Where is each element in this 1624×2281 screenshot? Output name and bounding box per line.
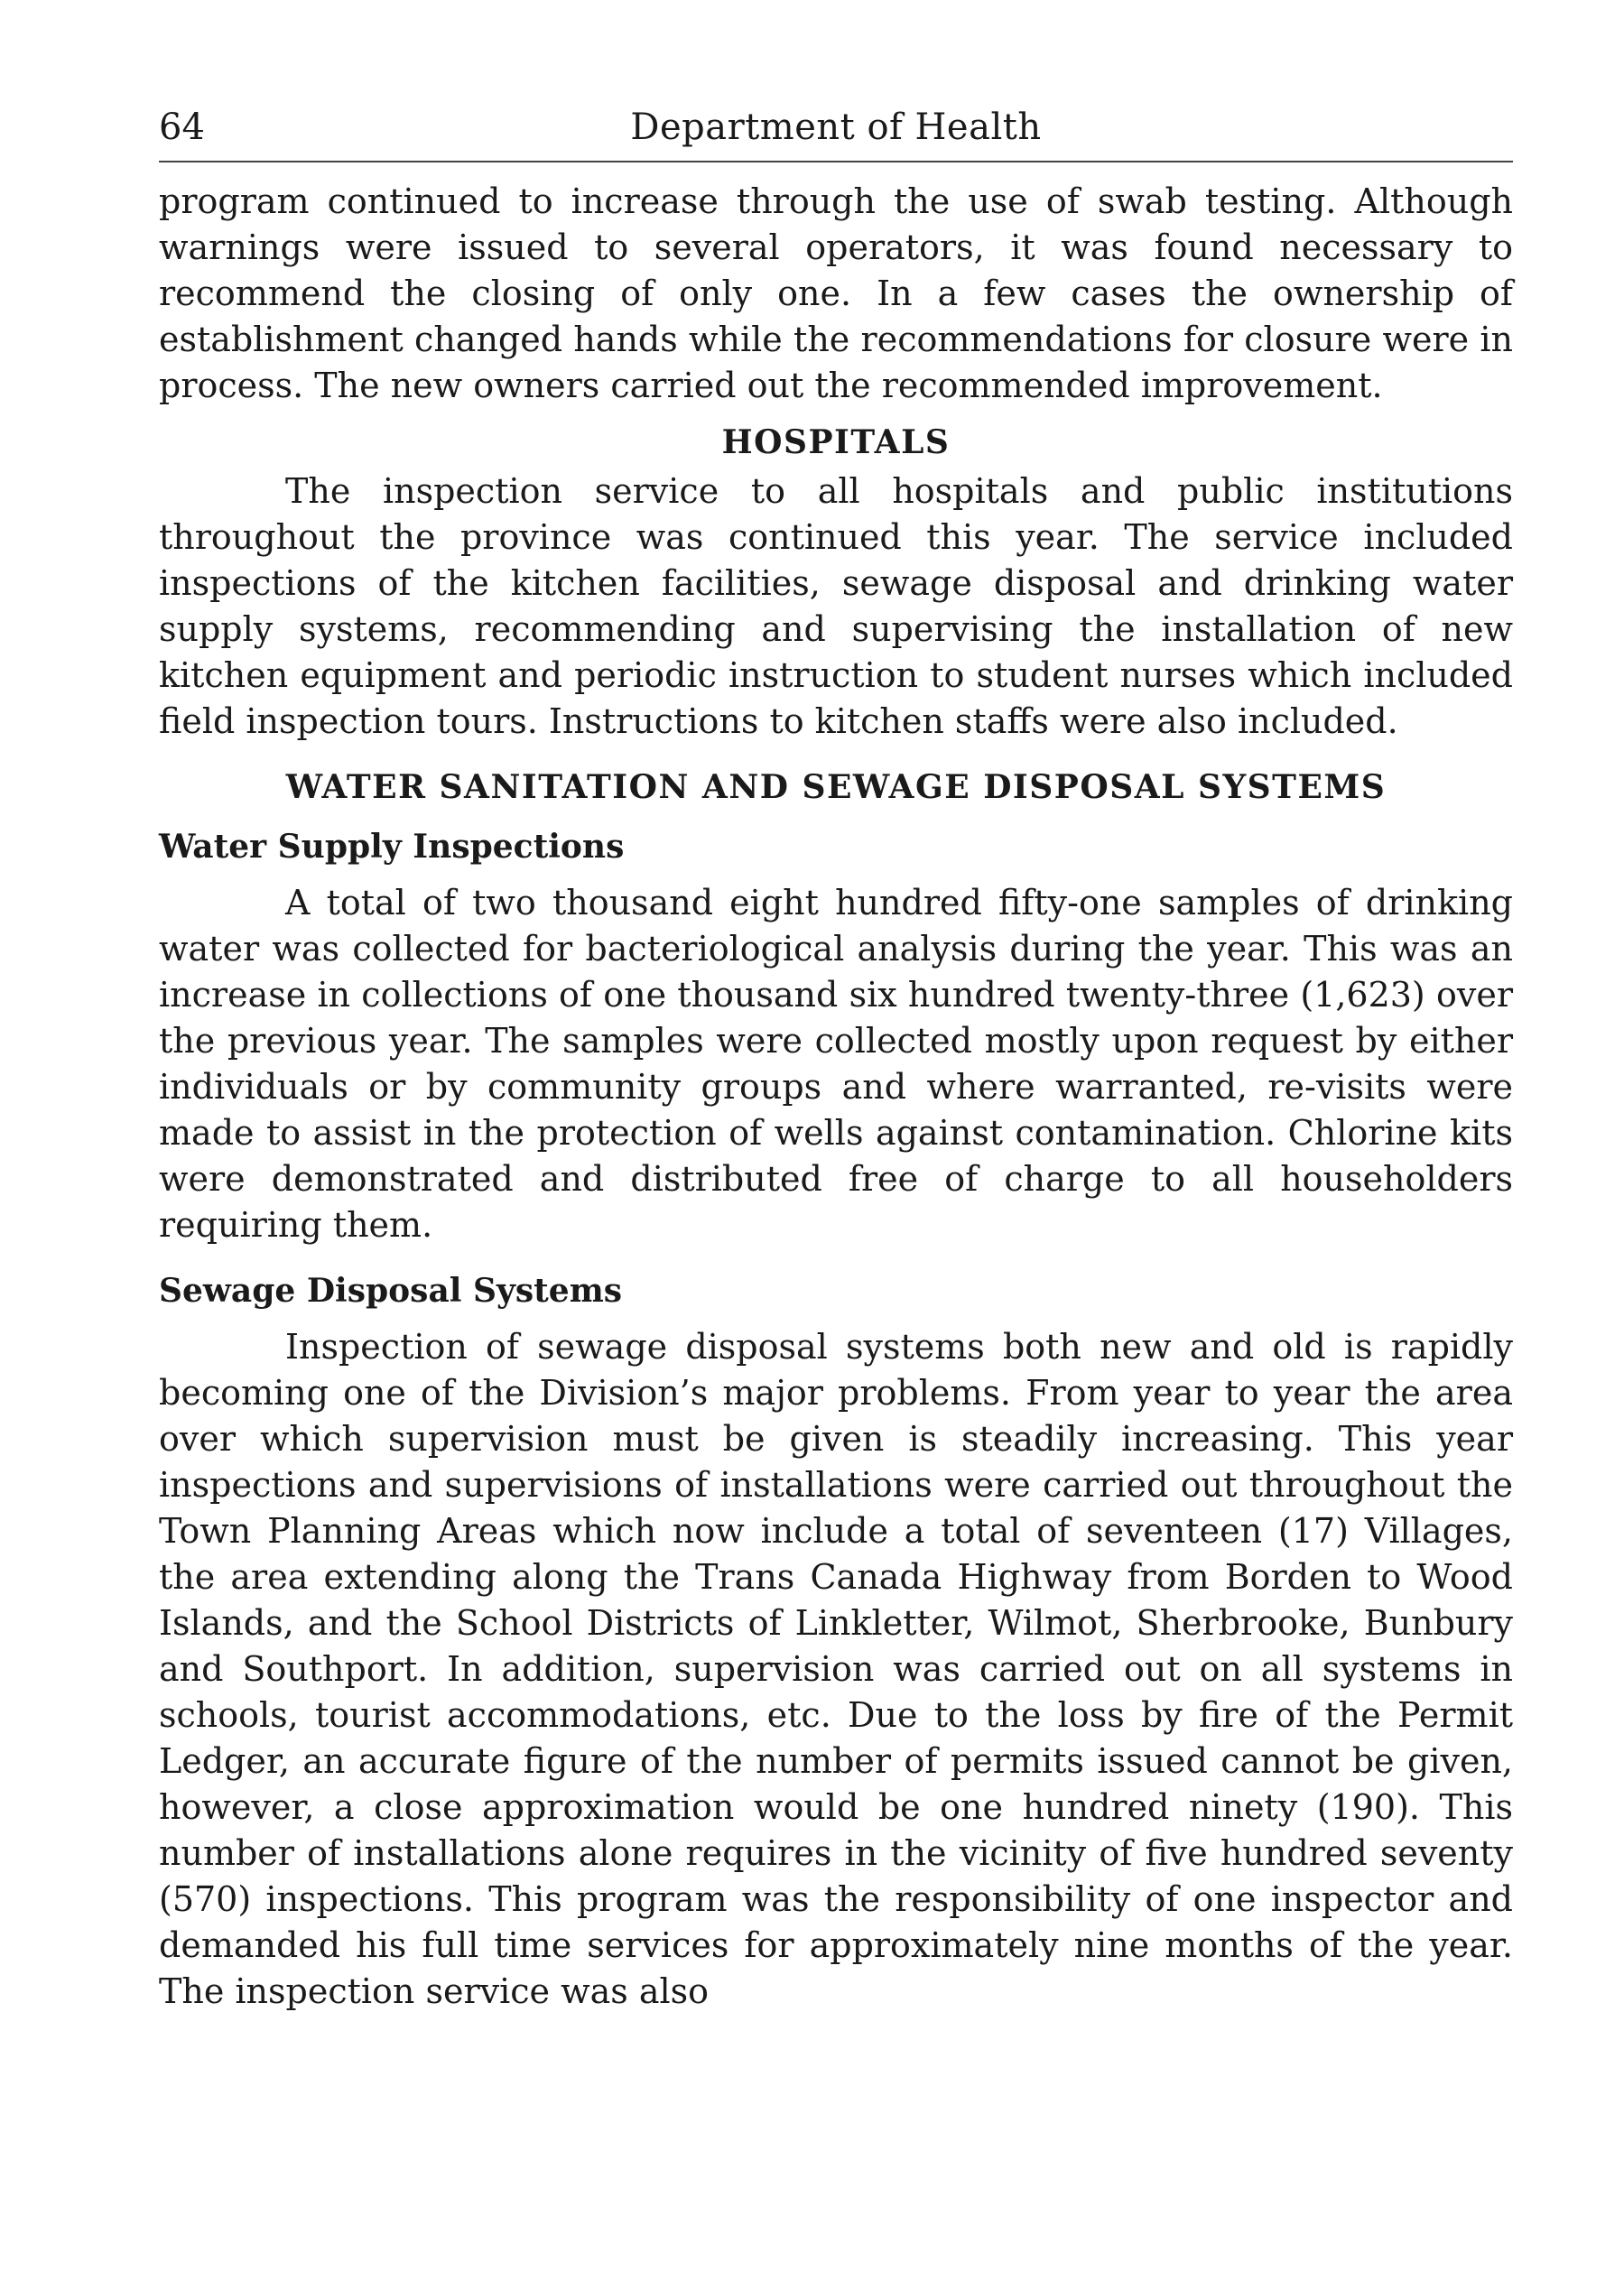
hospitals-paragraph: The inspection service to all hospitals and public institutions throughout the province was continued this year. The service included inspections of the kitchen facilities, sewage disposal and drinking water supply systems, recommending and supervising the installation of new kitchen equipment and periodic instruction to student nurses which included field inspection tours. Instructions to kitchen staffs were also included. <box>159 471 1513 741</box>
water-supply-paragraph: A total of two thousand eight hundred fifty-one samples of drinking water was collected for bacteriological analysis during the year. This was an increase in collections of one thousand six hundred twenty-three (1,623) over the previous year. The samples were collected mostly upon request by either individuals or by community groups and where warranted, re-visits were made to assist in the protection of wells against contamination. Chlorine kits were demonstrated and distributed free of charge to all householders requiring them. <box>159 883 1513 1245</box>
hospitals-heading: HOSPITALS <box>721 423 951 461</box>
intro-paragraph: program continued to increase through the use of swab testing. Although warnings were issued to several operators, it was found necessary to recommend the closing of only one. In a few cases the ownership of establishment changed hands while the recommendations for closure were in process. The new owners carried out the recommended improvement. <box>159 181 1513 405</box>
running-header <box>159 99 1513 155</box>
sewage-disposal-paragraph: Inspection of sewage disposal systems both new and old is rapidly becoming one of the Division’s major problems. From year to year the area over which supervision must be given is steadily increasing. This year inspections and supervisions of installations were carried out throughout the Town Planning Areas which now include a total of seventeen (17) Villages, the area extending along the Trans Canada Highway from Borden to Wood Islands, and the School Districts of Linkletter, Wilmot, Sherbrooke, Bunbury and Southport. In addition, supervision was carried out on all systems in schools, tourist accommodations, etc. Due to the loss by fire of the Permit Ledger, an accurate figure of the number of permits issued cannot be given, however, a close approximation would be one hundred ninety (190). This number of installations alone requires in the vicinity of five hundred seventy (570) inspections. This program was the responsibility of one inspector and demanded his full time services for approximately nine months of the year. The inspection service was also <box>159 1327 1513 2011</box>
water-sanitation-heading: WATER SANITATION AND SEWAGE DISPOSAL SYSTEMS <box>285 768 1387 806</box>
water-supply-heading: Water Supply Inspections <box>159 828 625 866</box>
page-number: 64 <box>159 107 205 148</box>
header-title: Department of Health <box>630 107 1042 148</box>
sewage-disposal-heading: Sewage Disposal Systems <box>159 1272 623 1310</box>
header-rule <box>159 161 1513 162</box>
document-page <box>159 99 1513 2015</box>
